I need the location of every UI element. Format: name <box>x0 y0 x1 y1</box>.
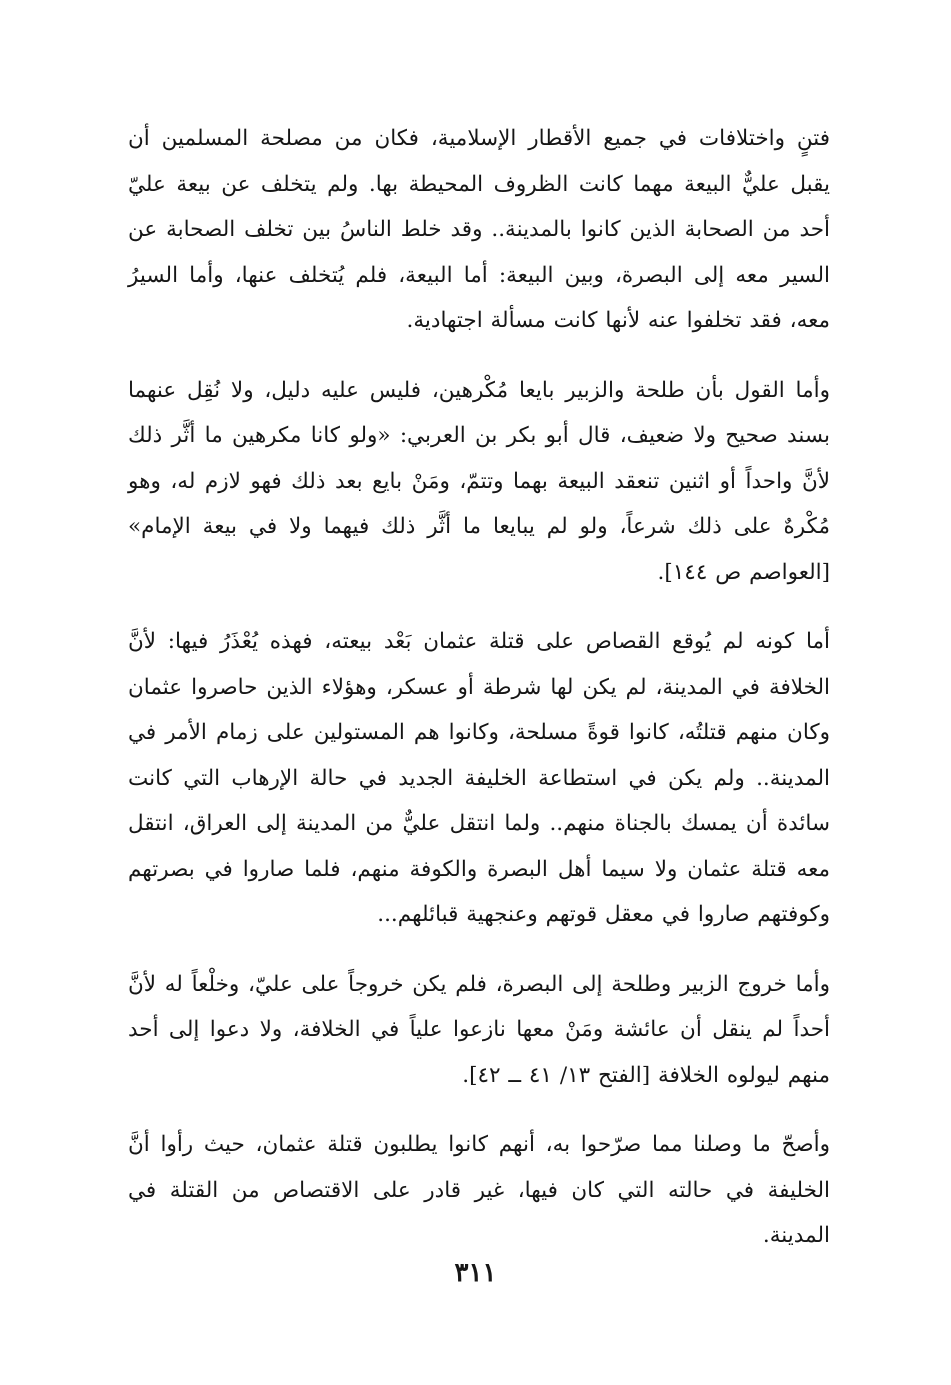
paragraph-basra-exit: وأما خروج الزبير وطلحة إلى البصرة، فلم يكن خروجاً على عليّ، وخلْعاً له لأنَّ أحداً لم ينقل أن عائشة ومَنْ معها نازعوا علياً في الخلافة، ولا دعوا إلى أحد منهم ليولوه الخلافة [الفتح ١٣/ ٤١ ــ ٤٢]. <box>128 971 830 1088</box>
paragraph-talha-zubair-oath: وأما القول بأن طلحة والزبير بايعا مُكْرهين، فليس عليه دليل، ولا نُقِل عنهما بسند صحيح ولا ضعيف، قال أبو بكر بن العربي: «ولو كانا مكرهين ما أثَّر ذلك لأنَّ واحداً أو اثنين تنعقد البيعة بهما وتتمّ، ومَنْ بايع بعد ذلك فهو لازم له، وهو مُكْرهٌ على ذلك شرعاً، ولو لم يبايعا ما أثَّر ذلك فيهما ولا في بيعة الإمام» [العواصم ص ١٤٤]. <box>128 377 830 585</box>
paragraph-conclusion: وأصحّ ما وصلنا مما صرّحوا به، أنهم كانوا يطلبون قتلة عثمان، حيث رأوا أنَّ الخليفة في حالته التي كان فيها، غير قادر على الاقتصاص من القتلة في المدينة. <box>128 1132 830 1248</box>
paragraph-qisas: أما كونه لم يُوقع القصاص على قتلة عثمان بَعْد بيعته، فهذه يُعْذَرُ فيها: لأنَّ الخلافة في المدينة، لم يكن لها شرطة أو عسكر، وهؤلاء الذين حاصروا عثمان وكان منهم قتلتُه، كانوا قوةً مسلحة، وكانوا هم المستولين على زمام الأمر في المدينة.. ولم يكن في استطاعة الخليفة الجديد في حالة الإرهاب التي كانت سائدة أن يمسك بالجناة منهم.. ولما انتقل عليٌّ من المدينة إلى العراق، انتقل معه قتلة عثمان ولا سيما أهل البصرة والكوفة منهم، فلما صاروا في بصرتهم وكوفتهم صاروا في معقل قوتهم وعنجهية قبائلهم... <box>128 629 830 927</box>
page-number: ٣١١ <box>454 1258 497 1288</box>
paragraph-bay-ah: فتنٍ واختلافات في جميع الأقطار الإسلامية، فكان من مصلحة المسلمين أن يقبل عليٌّ البيعة مهما كانت الظروف المحيطة بها. ولم يتخلف عن بيعة عليّ أحد من الصحابة الذين كانوا بالمدينة.. وقد خلط الناسُ بين تخلف الصحابة عن السير معه إلى البصرة، وبين البيعة: أما البيعة، فلم يُتخلف عنها، وأما السيرُ معه، فقد تخلفوا عنه لأنها كانت مسألة اجتهادية. <box>128 126 830 333</box>
page-body <box>128 116 830 1259</box>
